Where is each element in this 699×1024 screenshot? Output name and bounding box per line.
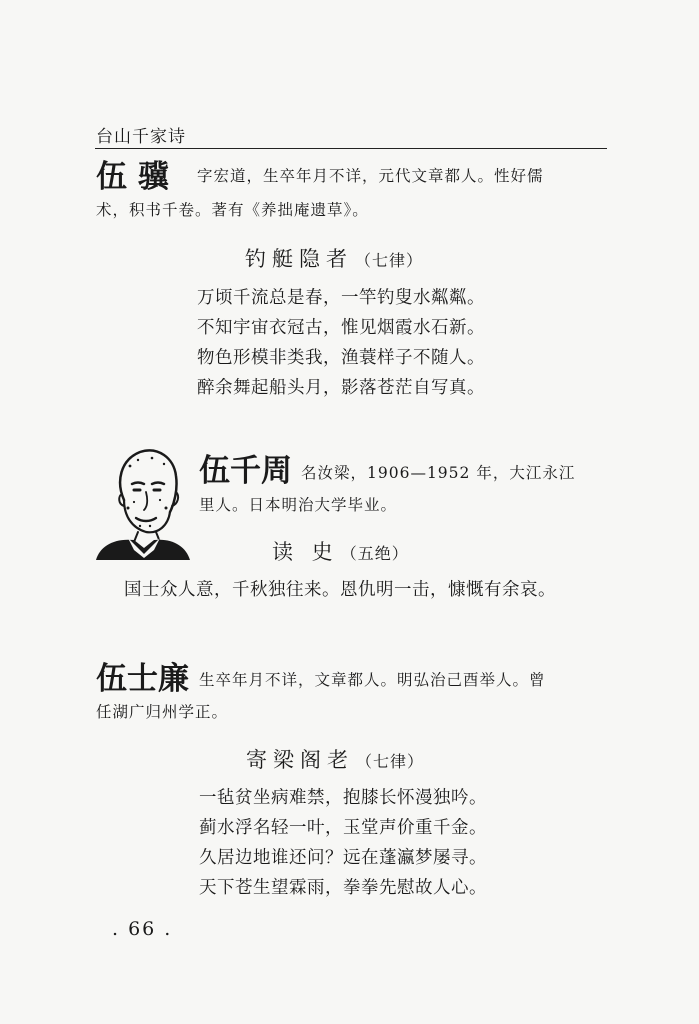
poet-name: 伍千周 xyxy=(199,453,292,489)
poem-title-line xyxy=(245,249,423,270)
poem-line: 天下苍生望霖雨，拳拳先慰故人心。 xyxy=(199,878,487,898)
poet-name: 伍 骥 xyxy=(96,159,169,195)
poem-title: 钓艇隐者 xyxy=(245,247,353,271)
poem-line: 醉余舞起船头月，影落苍茫自写真。 xyxy=(197,378,485,398)
poem-line: 蓟水浮名轻一叶，玉堂声价重千金。 xyxy=(199,818,487,838)
poem-line: 物色形模非类我，渔蓑样子不随人。 xyxy=(197,348,485,368)
poem-line: 一毡贫坐病难禁，抱膝长怀漫独吟。 xyxy=(199,788,487,808)
poem-line: 久居边地谁还问？远在蓬瀛梦屡寻。 xyxy=(199,848,487,868)
poem-title-line xyxy=(272,542,409,563)
poet-bio-line: 里人。日本明治大学毕业。 xyxy=(199,496,398,514)
poem-title-line xyxy=(246,750,424,771)
poem-line: 万顷千流总是春，一竿钓叟水粼粼。 xyxy=(197,288,485,308)
poet-bio-line: 术，积书千卷。著有《养拙庵遗草》。 xyxy=(96,201,369,219)
poet-name: 伍士廉 xyxy=(96,661,189,697)
poem-line: 国士众人意，千秋独往来。恩仇明一击，慷慨有余哀。 xyxy=(124,580,556,600)
poet-portrait xyxy=(94,442,192,560)
page-number: . 66 . xyxy=(112,918,173,940)
poem-title: 寄梁阁老 xyxy=(246,748,354,772)
poem-title: 读 史 xyxy=(272,540,339,564)
poem-line: 不知宇宙衣冠古，惟见烟霞水石新。 xyxy=(197,318,485,338)
poet-bio-line: 生卒年月不详，文章都人。明弘治己酉举人。曾 xyxy=(199,671,546,689)
poet-bio-line: 字宏道，生卒年月不详，元代文章都人。性好儒 xyxy=(197,167,544,185)
running-header-title: 台山千家诗 xyxy=(96,127,186,147)
poem-form: （七律） xyxy=(355,251,424,270)
header-rule xyxy=(95,148,607,149)
poet-bio-line: 名汝梁，1906—1952 年，大江永江 xyxy=(301,464,576,482)
poet-bio-line: 任湖广归州学正。 xyxy=(96,703,229,721)
poem-form: （五绝） xyxy=(340,544,409,563)
poem-form: （七律） xyxy=(356,752,425,771)
